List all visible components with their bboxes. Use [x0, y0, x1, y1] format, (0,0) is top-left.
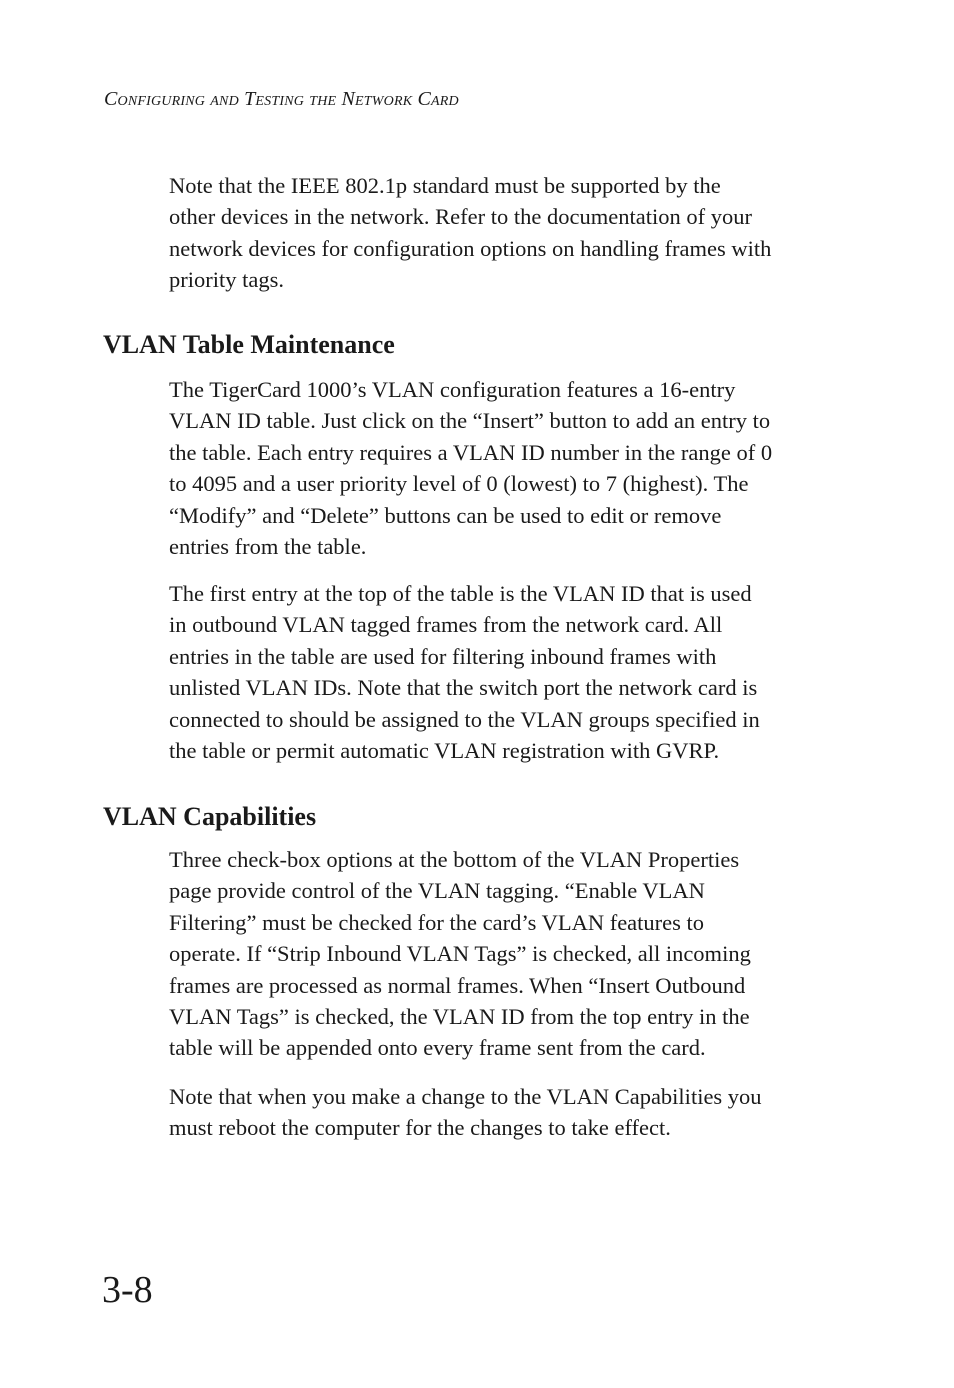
vlan-table-maintenance-paragraph-1 — [169, 374, 849, 562]
text-line: table will be appended onto every frame sent from the card. — [169, 1035, 706, 1061]
text-line: The TigerCard 1000’s VLAN configuration features a 16-entry — [169, 377, 736, 402]
text-line: other devices in the network. Refer to the documentation of your — [169, 204, 752, 230]
section-heading-vlan-capabilities: VLAN Capabilities — [103, 802, 317, 831]
vlan-table-maintenance-paragraph-2 — [169, 578, 849, 766]
text-line: frames are processed as normal frames. When “Insert Outbound — [169, 972, 746, 998]
text-line: Note that the IEEE 802.1p standard must be supported by the — [169, 173, 721, 198]
text-line: network devices for configuration options on handling frames with — [169, 235, 772, 261]
vlan-capabilities-paragraph-2 — [169, 1081, 849, 1144]
text-line: priority tags. — [169, 267, 284, 293]
text-line: must reboot the computer for the changes to take effect. — [169, 1115, 671, 1141]
running-header: Configuring and Testing the Network Card — [104, 88, 459, 110]
text-line: Note that when you make a change to the VLAN Capabilities you — [169, 1084, 762, 1109]
text-line: the table or permit automatic VLAN registration with GVRP. — [169, 738, 720, 764]
vlan-capabilities-paragraph-1 — [169, 844, 849, 1064]
text-line: entries from the table. — [169, 534, 367, 560]
text-line: the table. Each entry requires a VLAN ID number in the range of 0 — [169, 439, 773, 465]
text-line: Three check-box options at the bottom of the VLAN Properties — [169, 847, 740, 872]
text-line: in outbound VLAN tagged frames from the network card. All — [169, 612, 723, 638]
section-heading-vlan-table-maintenance: VLAN Table Maintenance — [103, 330, 395, 359]
text-line: to 4095 and a user priority level of 0 (lowest) to 7 (highest). The — [169, 471, 749, 497]
text-line: unlisted VLAN IDs. Note that the switch port the network card is — [169, 675, 758, 701]
text-line: Filtering” must be checked for the card’s VLAN features to — [169, 909, 705, 935]
text-line: VLAN ID table. Just click on the “Insert” button to add an entry to — [169, 408, 771, 434]
text-line: entries in the table are used for filtering inbound frames with — [169, 643, 717, 669]
text-line: operate. If “Strip Inbound VLAN Tags” is checked, all incoming — [169, 941, 751, 967]
intro-note-paragraph — [169, 170, 849, 296]
text-line: page provide control of the VLAN tagging. “Enable VLAN — [169, 878, 705, 904]
text-line: “Modify” and “Delete” buttons can be used to edit or remove — [169, 502, 722, 528]
text-line: The first entry at the top of the table is the VLAN ID that is used — [169, 581, 752, 606]
page-number: 3-8 — [102, 1269, 153, 1311]
text-line: VLAN Tags” is checked, the VLAN ID from the top entry in the — [169, 1004, 750, 1030]
text-line: connected to should be assigned to the VLAN groups specified in — [169, 706, 760, 732]
